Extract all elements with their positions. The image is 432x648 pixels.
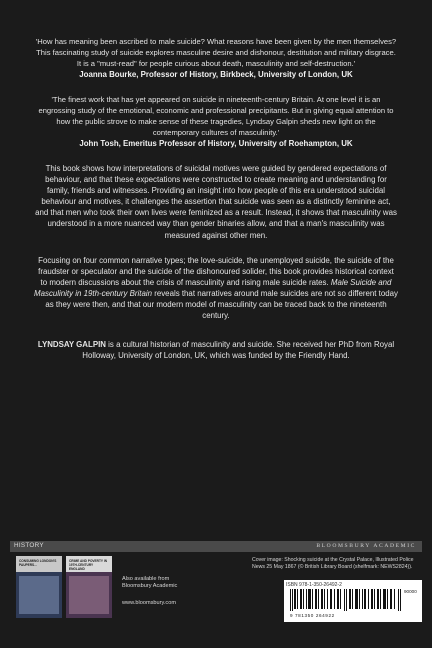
price-code: 90000 <box>404 589 417 594</box>
barcode-number: 9 781350 264922 <box>290 613 335 618</box>
isbn: ISBN 978-1-350-26492-2 <box>286 582 342 588</box>
endorsement-1-text: 'How has meaning been ascribed to male suicide? What reasons have been given by the men themselves? This fascinating study of suicide explores masculine desire and dishonour, destitution and military disgrace. It is a "must-read" for people curious about death, masculinity and self-destruction.' <box>35 37 397 68</box>
related-book-1-image <box>19 576 59 614</box>
related-book-2-image <box>69 576 109 614</box>
related-book-thumbnail-1 <box>16 556 62 618</box>
author-bio <box>34 339 398 361</box>
publisher-url: www.bloomsbury.com <box>122 600 176 606</box>
endorsement-1 <box>34 36 398 80</box>
endorsement-2-attribution: John Tosh, Emeritus Professor of History, University of Roehampton, UK <box>79 139 353 148</box>
blurb-paragraph-2 <box>34 255 398 322</box>
blurb-paragraph-1: This book shows how interpretations of suicidal motives were guided by gendered expectations of behaviour, and that these expectations were constructed to create meaning and understanding for family, friends and witnesses. Providing an insight into how people of this era understood suicidal behaviour and motives, it challenges the assertion that suicide was seen as a distinctly feminine act, and that men who took their own lives were feminized as a result. Instead, it shows that masculinity was understood in a more nuanced way than gender binaries allow, and that a man's masculinity was measured against other men. <box>35 164 397 240</box>
publisher-name: BLOOMSBURY ACADEMIC <box>316 543 416 549</box>
related-book-1-title: CONSUMING LONDON'S PAUPERS... <box>19 559 57 567</box>
book-title-italic: Male Suicide and Masculinity in 19th-century Britain <box>34 277 392 298</box>
also-available-text: Also available from Bloomsbury Academic <box>122 576 178 589</box>
endorsement-2-text: 'The finest work that has yet appeared on suicide in nineteenth-century Britain. At one level it is an engrossing study of the emotional, economic and professional precipitants. But in giving equal attention to how the public strove to make sense of these tragedies, Lyndsay Galpin sheds new light on the contemporary cultures of masculinity.' <box>38 95 394 137</box>
blurb-p2-end: reveals that narratives around male suicides are not so different today as they were then, and that our modern model of masculinity can be traced back to the nineteenth century. <box>45 288 398 321</box>
blurb-p2-start: Focusing on four common narrative types; the love-suicide, the unemployed suicide, the suicide of the fraudster or speculator and the suicide of the dishonoured solider, this book provides historical context to modern discussions about the crisis of masculinity and rising male suicide rates. <box>38 255 394 287</box>
author-bio-text: is a cultural historian of masculinity and suicide. She received her PhD from Royal Holloway, University of London, UK, which was funded by the Friendly Hand. <box>82 340 395 361</box>
related-book-thumbnail-2 <box>66 556 112 618</box>
endorsement-2 <box>34 94 398 149</box>
category-label: HISTORY <box>14 542 44 549</box>
barcode <box>290 589 402 611</box>
author-name: LYNDSAY GALPIN <box>37 340 106 350</box>
cover-image-credit: Cover image: Shocking suicide at the Crystal Palace, Illustrated Police News 25 May 1867 (© British Library Board (shelfmark: NEWS2824)). <box>252 557 414 570</box>
cover-text <box>34 36 398 369</box>
category-bar <box>10 541 422 552</box>
related-book-2-title: CRIME AND POVERTY IN 19TH-CENTURY ENGLAND <box>69 559 108 571</box>
endorsement-1-attribution: Joanna Bourke, Professor of History, Birkbeck, University of London, UK <box>79 70 353 79</box>
